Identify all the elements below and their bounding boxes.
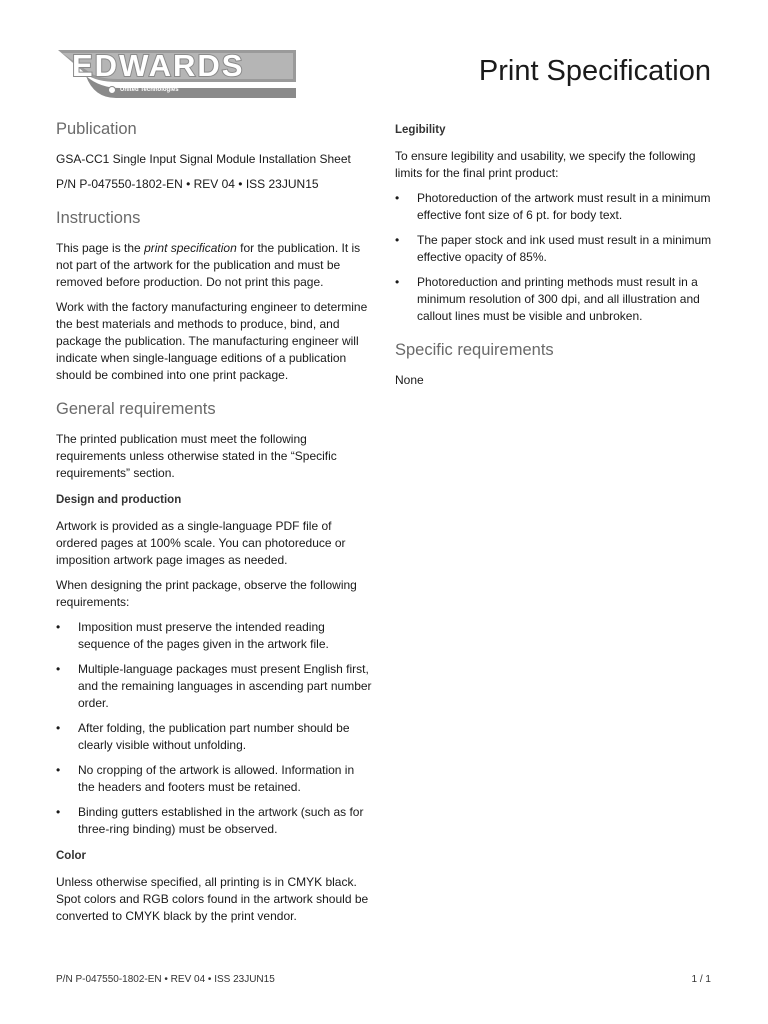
design-heading: Design and production [56,494,182,506]
edwards-logo [56,44,301,100]
logo-wordmark: EDWARDS [72,48,245,83]
logo-tagline [108,84,179,96]
utc-mark-icon [108,86,116,94]
list-item: • No cropping of the artwork is allowed. Information in the headers and footers must be retained. [56,763,355,794]
general-intro: The printed publication must meet the following requirements unless otherwise stated in the “Specific requirements” section. [56,432,337,480]
list-item: • Photoreduction of the artwork must result in a minimum effective font size of 6 pt. for body text. [395,191,711,222]
design-paragraph-2: When designing the print package, observe the following requirements: [56,578,357,609]
instructions-paragraph-2: Work with the factory manufacturing engineer to determine the best materials and methods to produce, bind, and package the publication. The manufacturing engineer will indicate when single-language editions of a publication should be combined into one print package. [56,300,368,382]
general-requirements-heading: General requirements [56,400,216,418]
instructions-heading: Instructions [56,209,141,227]
list-item: • Photoreduction and printing methods must result in a minimum resolution of 300 dpi, and all illustration and callout lines must be visible and unbroken. [395,275,700,323]
instructions-paragraph-1: This page is the print specification for the publication. It is not part of the artwork for the publication and must be removed before production. Do not print this page. [56,241,361,289]
list-item: • After folding, the publication part number should be clearly visible without unfolding. [56,721,350,752]
list-item: • Imposition must preserve the intended reading sequence of the pages given in the artwork file. [56,620,329,651]
legibility-heading: Legibility [395,124,446,136]
design-list [56,619,374,838]
publication-part-number: P/N P-047550-1802-EN • REV 04 • ISS 23JUN15 [56,177,319,191]
legibility-list [395,190,715,325]
design-paragraph-1: Artwork is provided as a single-language PDF file of ordered pages at 100% scale. You can photoreduce or imposition artwork page images as needed. [56,519,346,567]
footer-page-number: 1 / 1 [691,974,711,985]
specific-requirements-text: None [395,373,424,387]
list-item: • Binding gutters established in the artwork (such as for three-ring binding) must be observed. [56,805,364,836]
color-heading: Color [56,850,87,862]
list-item: • Multiple-language packages must present English first, and the remaining languages in ascending part number order. [56,662,372,710]
list-item: • The paper stock and ink used must result in a minimum effective opacity of 85%. [395,233,712,264]
right-column [395,120,715,397]
left-column [56,120,374,933]
color-paragraph: Unless otherwise specified, all printing is in CMYK black. Spot colors and RGB colors found in the artwork should be converted to CMYK black by the print vendor. [56,875,369,923]
legibility-intro: To ensure legibility and usability, we specify the following limits for the final print product: [395,149,696,180]
logo-subtext: United Technologies [120,87,179,93]
publication-name: GSA-CC1 Single Input Signal Module Installation Sheet [56,152,351,166]
publication-heading: Publication [56,120,137,138]
page-title: Print Specification [478,55,711,87]
footer-part-number: P/N P-047550-1802-EN • REV 04 • ISS 23JUN15 [56,974,275,985]
specific-requirements-heading: Specific requirements [395,341,554,359]
